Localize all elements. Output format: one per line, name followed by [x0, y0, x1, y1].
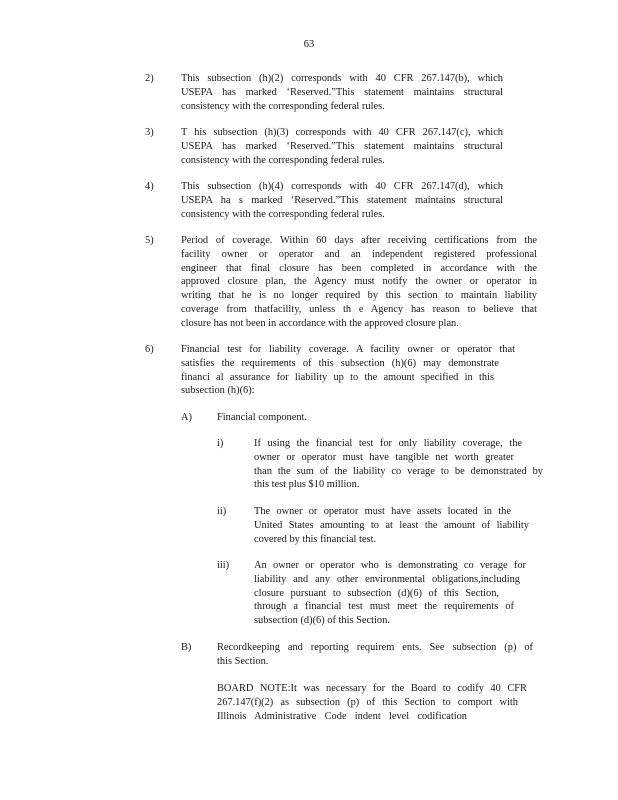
text-line: 267.147(f)(2) as subsection (p) of this Section to comport with — [217, 696, 518, 708]
text-line: liability and any other environmental obligations,including — [254, 573, 520, 585]
text-line: An owner or operator who is demonstrating co verage for — [254, 560, 526, 571]
text-line: coverage from thatfacility, unless th e Agency has reason to believe that — [181, 303, 537, 315]
text-line: consistency with the corresponding federal rules. — [181, 208, 385, 220]
text-line: closure has not been in accordance with the approved closure plan. — [181, 317, 459, 329]
page-number: 63 — [303, 39, 315, 50]
item-text — [181, 72, 503, 113]
item-text — [254, 437, 543, 492]
text-line: facility owner or operator and an independent registered professional — [181, 248, 537, 260]
text-line: BOARD NOTE:It was necessary for the Board to codify 40 CFR — [217, 683, 527, 694]
item-text — [254, 559, 526, 628]
text-line: Financial test for liability coverage. A facility owner or operator that — [181, 344, 515, 355]
text-line: Recordkeeping and reporting requirem ents. See subsection (p) of — [217, 642, 533, 653]
text-line: The owner or operator must have assets located in the — [254, 506, 511, 517]
text-line: subsection (h)(6): — [181, 385, 255, 397]
item-marker: 2) — [145, 73, 154, 84]
text-line: USEPA ha s marked ‘Reserved.”This statement maintains structural — [181, 194, 503, 206]
text-line: Illinois Administrative Code indent level codification — [217, 710, 467, 722]
text-line: USEPA has marked ‘Reserved.”This statement maintains structural — [181, 140, 503, 152]
text-line: Period of coverage. Within 60 days after receiving certifications from the — [181, 235, 537, 246]
item-text — [181, 343, 515, 398]
text-line: engineer that final closure has been completed in accordance with the — [181, 262, 537, 274]
text-line: This subsection (h)(4) corresponds with 40 CFR 267.147(d), which — [181, 181, 503, 192]
item-marker: 4) — [145, 181, 154, 192]
text-line: consistency with the corresponding federal rules. — [181, 100, 385, 112]
item-text — [254, 505, 529, 546]
text-line: If using the financial test for only liability coverage, the — [254, 438, 522, 449]
text-line: owner or operator must have tangible net worth greater — [254, 451, 514, 463]
item-text — [181, 126, 503, 167]
item-marker: 6) — [145, 344, 154, 355]
item-marker: ii) — [217, 506, 227, 517]
item-marker: i) — [217, 438, 224, 449]
text-line: this test plus $10 million. — [254, 479, 360, 491]
text-line: covered by this financial test. — [254, 533, 377, 545]
item-text — [217, 641, 533, 669]
item-text — [217, 411, 337, 425]
text-line: writing that he is no longer required by this section to maintain liability — [181, 290, 537, 302]
item-marker: 3) — [145, 127, 154, 138]
text-line: this Section. — [217, 655, 269, 667]
note-text — [217, 682, 527, 723]
text-line: subsection (d)(6) of this Section. — [254, 615, 390, 627]
text-line: United States amounting to at least the amount of liability — [254, 519, 529, 531]
text-line: consistency with the corresponding federal rules. — [181, 154, 385, 166]
item-marker: B) — [181, 642, 192, 653]
text-line: Financial component. — [217, 412, 308, 423]
text-line: through a financial test must meet the requirements of — [254, 601, 514, 613]
text-line: closure pursuant to subsection (d)(6) of this Section, — [254, 587, 499, 599]
text-line: USEPA has marked ‘Reserved.”This statement maintains structural — [181, 86, 503, 98]
item-text — [181, 180, 503, 221]
text-line: approved closure plan, the Agency must notify the owner or operator in — [181, 276, 537, 288]
text-line: financi al assurance for liability up to the amount specified in this — [181, 371, 494, 383]
item-marker: A) — [181, 412, 192, 423]
item-text — [181, 234, 537, 331]
item-marker: iii) — [217, 560, 230, 571]
item-marker: 5) — [145, 235, 154, 246]
text-line: satisfies the requirements of this subsection (h)(6) may demonstrate — [181, 357, 499, 369]
text-line: T his subsection (h)(3) corresponds with 40 CFR 267.147(c), which — [181, 127, 503, 138]
text-line: than the sum of the liability co verage to be demonstrated by — [254, 465, 543, 477]
text-line: This subsection (h)(2) corresponds with 40 CFR 267.147(b), which — [181, 73, 503, 84]
